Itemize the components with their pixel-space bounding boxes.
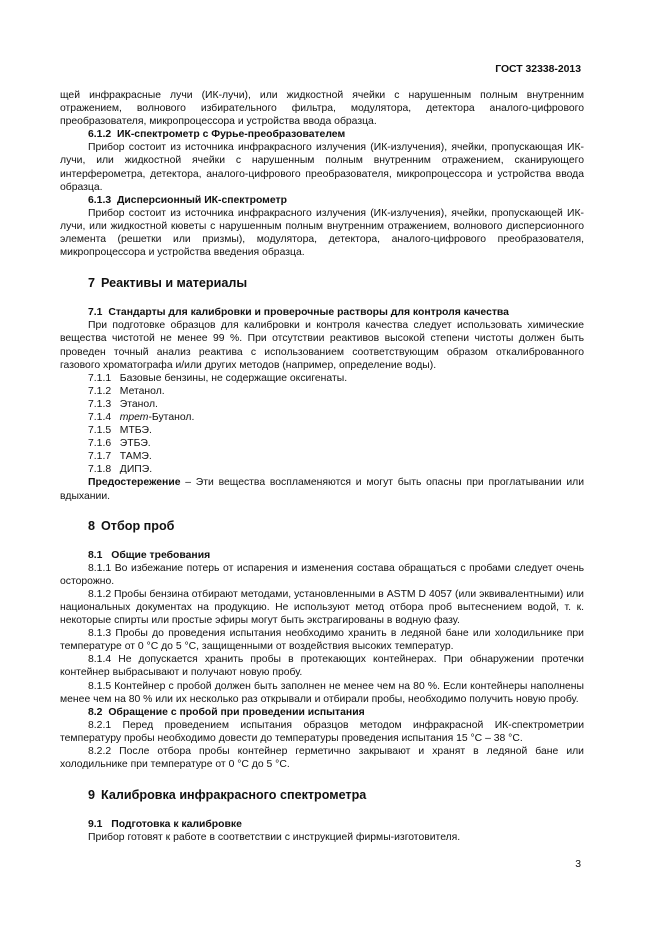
heading-section-8 [60,519,584,534]
section-title: Общие требования [111,549,211,561]
paragraph-continuation: щей инфракрасные лучи (ИК-лучи), или жидкостной ячейки с нарушенным полным внутренним отражением, волнового избирательного фильтра, модулятора, детектора аналого-цифрового преобразователя, микропроцессора и устройства ввода образца. [60,90,584,128]
warning-label: Предостережение [88,477,181,489]
heading-7-1 [60,306,584,319]
paragraph-6-1-3: Прибор состоит из источника инфракрасного излучения (ИК-излучения), ячейки, пропускающей ИК-лучи, или жидкостной кюветы с нарушенным полным внутренним отражением, волнового дисперсионного элемента (решетки или призмы), модулятора, детектора, аналого-цифрового преобразователя, микропроцессора и устройства введения образца. [60,207,584,259]
section-title: Дисперсионный ИК-спектрометр [117,194,287,206]
item-text: МТБЭ. [119,425,152,437]
document-code: ГОСТ 32338-2013 [495,64,581,75]
heading-9-1 [60,818,584,831]
section-number: 9.1 [88,819,103,831]
warning-text: – Эти вещества воспламеняются и могут быть опасны при проглатывании или вдыхании. [60,477,584,502]
item-number: 7.1.2 [88,385,112,397]
section-number: 9 [88,788,96,803]
item-number: 7.1.5 [88,425,112,437]
item-number: 7.1.8 [88,464,112,476]
section-title: Стандарты для калибровки и проверочные растворы для контроля качества [108,307,509,319]
section-number: 8 [88,518,96,533]
item-number: 7.1.6 [88,438,112,450]
item-text: Метанол. [119,385,165,397]
paragraph-9-1: Прибор готовят к работе в соответствии с инструкцией фирмы-изготовителя. [88,832,461,844]
item-text: ДИПЭ. [119,464,153,476]
list-item [60,385,584,398]
item-number: 7.1.1 [88,372,112,384]
reagent-list [60,372,584,477]
heading-6-1-3 [60,194,584,207]
item-text: -Бутанол. [148,411,195,423]
paragraph-6-1-2: Прибор состоит из источника инфракрасного излучения (ИК-излучения), ячейки, пропускающая ИК-лучи, или жидкостной ячейки с нарушенным полным внутренним отражением, сканирующего интерферометра, детектора, аналого-цифрового преобразователя, микропроцессора и устройства ввода образца. [60,142,584,193]
heading-6-1-2 [60,128,584,141]
item-number: 7.1.3 [88,398,112,410]
heading-8-1 [60,549,584,562]
list-item [60,463,584,476]
section-number: 8.2 [88,706,103,718]
paragraph-8-1-3: 8.1.3 Пробы до проведения испытания необходимо хранить в ледяной бане или холодильнике при температуре от 0 °С до 5 °С, защищенными от воздействия высоких температур. [60,628,584,653]
paragraph-7-1: При подготовке образцов для калибровки и контроля качества следует использовать химические вещества чистотой не менее 99 %. При отсутствии реактивов высокой степени чистоты должен быть проведен точный анализ реактива с использованием соответствующим образом откалиброванного газового хроматографа и/или других методов (например, определение воды). [60,320,584,371]
heading-section-9 [60,788,584,803]
section-title: ИК-спектрометр с Фурье-преобразователем [117,129,346,141]
item-text: ТАМЭ. [119,451,152,463]
list-item [60,437,584,450]
section-number: 6.1.2 [88,129,112,141]
page-number: 3 [575,859,581,870]
list-item [60,411,584,424]
heading-8-2 [60,706,584,719]
section-title: Подготовка к калибровке [111,819,242,831]
page-content [60,89,584,844]
item-number: 7.1.4 [88,411,112,423]
item-text: Базовые бензины, не содержащие оксигенаты. [119,372,348,384]
item-text: ЭТБЭ. [119,438,151,450]
section-title: Калибровка инфракрасного спектрометра [101,788,367,803]
item-italic-prefix: трет [119,411,149,423]
paragraph-8-1-4: 8.1.4 Не допускается хранить пробы в протекающих контейнерах. При обнаружении протечки контейнер выбрасывают и получают новую пробу. [60,654,584,679]
section-number: 8.1 [88,549,103,561]
section-number: 7.1 [88,307,103,319]
paragraph-8-1-5: 8.1.5 Контейнер с пробой должен быть заполнен не менее чем на 80 %. Если контейнеры наполнены менее чем на 80 % или их несколько раз открывали и отбирали пробы, необходимо получить новую пробу. [60,680,584,705]
paragraph-8-1-1: 8.1.1 Во избежание потерь от испарения и изменения состава обращаться с пробами следует очень осторожно. [60,562,584,587]
heading-section-7 [60,276,584,291]
section-title: Реактивы и материалы [101,276,248,291]
section-title: Обращение с пробой при проведении испытания [108,706,365,718]
list-item [60,450,584,463]
list-item [60,424,584,437]
section-title: Отбор проб [101,518,175,533]
paragraph-8-1-2: 8.1.2 Пробы бензина отбирают методами, установленными в ASTM D 4057 (или эквивалентными) или национальных документах на продукцию. Не используют метод отбора проб вытеснением водой, т. к. некоторые спирты или простые эфиры могут быть экстрагированы в водную фазу. [60,588,584,627]
section-number: 6.1.3 [88,194,112,206]
paragraph-8-2-1: 8.2.1 Перед проведением испытания образцов методом инфракрасной ИК-спектрометрии температуру пробы необходимо довести до температуры проведения испытания 15 °С – 38 °С. [60,719,584,744]
item-text: Этанол. [119,398,158,410]
item-number: 7.1.7 [88,451,112,463]
paragraph-8-2-2: 8.2.2 После отбора пробы контейнер герметично закрывают и хранят в ледяной бане или холодильнике при температуре от 0 °С до 5 °С. [60,746,584,771]
list-item [60,372,584,385]
section-number: 7 [88,276,96,291]
list-item [60,398,584,411]
warning-paragraph [60,476,584,502]
